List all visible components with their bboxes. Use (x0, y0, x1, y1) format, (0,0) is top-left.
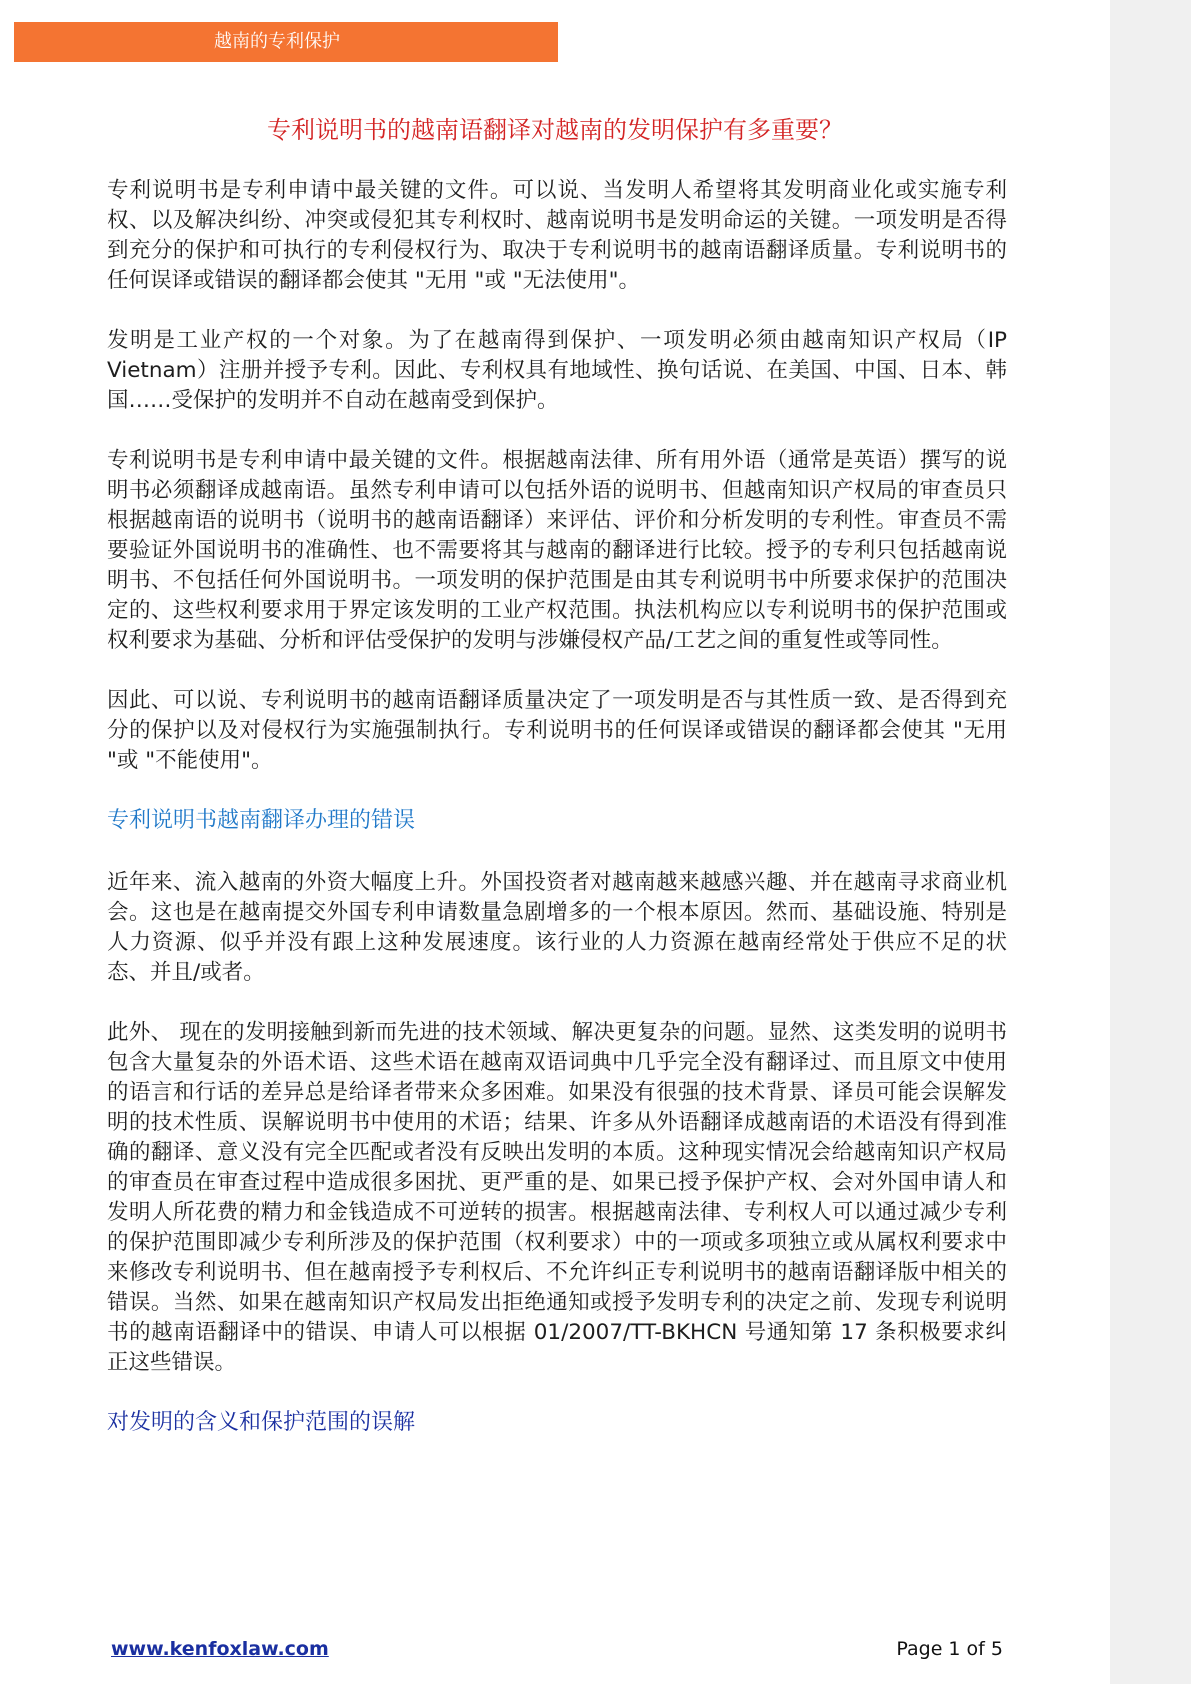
paragraph-technical-terms: 此外、 现在的发明接触到新而先进的技术领域、解决更复杂的问题。显然、这类发明的说明书包含大量复杂的外语术语、这些术语在越南双语词典中几乎完全没有翻译过、而且原文中使用的语言和行话的差异总是给译者带来众多困难。如果没有很强的技术背景、译员可能会误解发明的技术性质、误解说明书中使用的术语；结果、许多从外语翻译成越南语的术语没有得到准确的翻译、意义没有完全匹配或者没有反映出发明的本质。这种现实情况会给越南知识产权局的审查员在审查过程中造成很多困扰、更严重的是、如果已授予保护产权、会对外国申请人和发明人所花费的精力和金钱造成不可逆转的损害。根据越南法律、专利权人可以通过减少专利的保护范围即减少专利所涉及的保护范围（权利要求）中的一项或多项独立或从属权利要求中来修改专利说明书、但在越南授予专利权后、不允许纠正专利说明书的越南语翻译版中相关的错误。当然、如果在越南知识产权局发出拒绝通知或授予发明专利的决定之前、发现专利说明书的越南语翻译中的错误、申请人可以根据 01/2007/TT-BKHCN 号通知第 17 条积极要求纠正这些错误。 (107, 1020, 1007, 1375)
header-banner-label: 越南的专利保护 (214, 31, 340, 52)
section-heading-misunderstanding: 对发明的含义和保护范围的误解 (107, 1410, 416, 1435)
document-title: 专利说明书的越南语翻译对越南的发明保护有多重要？ (267, 116, 843, 144)
footer-page-number: Page 1 of 5 (896, 1638, 1003, 1660)
header-banner (14, 22, 558, 62)
paragraph-intro: 专利说明书是专利申请中最关键的文件。可以说、当发明人希望将其发明商业化或实施专利权、以及解决纠纷、冲突或侵犯其专利权时、越南说明书是发明命运的关键。一项发明是否得到充分的保护和可执行的专利侵权行为、取决于专利说明书的越南语翻译质量。专利说明书的任何误译或错误的翻译都会使其 "无用 "或 "无法使用"。 (107, 178, 1007, 293)
section-heading-translation-errors: 专利说明书越南翻译办理的错误 (107, 808, 416, 833)
paragraph-examination: 专利说明书是专利申请中最关键的文件。根据越南法律、所有用外语（通常是英语）撰写的说明书必须翻译成越南语。虽然专利申请可以包括外语的说明书、但越南知识产权局的审查员只根据越南语的说明书（说明书的越南语翻译）来评估、评价和分析发明的专利性。审查员不需要验证外国说明书的准确性、也不需要将其与越南的翻译进行比较。授予的专利只包括越南说明书、不包括任何外国说明书。一项发明的保护范围是由其专利说明书中所要求保护的范围决定的、这些权利要求用于界定该发明的工业产权范围。执法机构应以专利说明书的保护范围或权利要求为基础、分析和评估受保护的发明与涉嫌侵权产品/工艺之间的重复性或等同性。 (107, 448, 1007, 653)
document-body (107, 176, 1007, 1470)
paragraph-conclusion: 因此、可以说、专利说明书的越南语翻译质量决定了一项发明是否与其性质一致、是否得到充分的保护以及对侵权行为实施强制执行。专利说明书的任何误译或错误的翻译都会使其 "无用 "或 "不能使用"。 (107, 688, 1007, 773)
viewer-margin (1110, 0, 1191, 1684)
paragraph-territoriality: 发明是工业产权的一个对象。为了在越南得到保护、一项发明必须由越南知识产权局（IP Vietnam）注册并授予专利。因此、专利权具有地域性、换句话说、在美国、中国、日本、韩国……受保护的发明并不自动在越南受到保护。 (107, 328, 1007, 413)
footer-website-link[interactable]: www.kenfoxlaw.com (111, 1638, 329, 1660)
paragraph-foreign-investment: 近年来、流入越南的外资大幅度上升。外国投资者对越南越来越感兴趣、并在越南寻求商业机会。这也是在越南提交外国专利申请数量急剧增多的一个根本原因。然而、基础设施、特别是人力资源、似乎并没有跟上这种发展速度。该行业的人力资源在越南经常处于供应不足的状态、并且/或者。 (107, 870, 1007, 985)
